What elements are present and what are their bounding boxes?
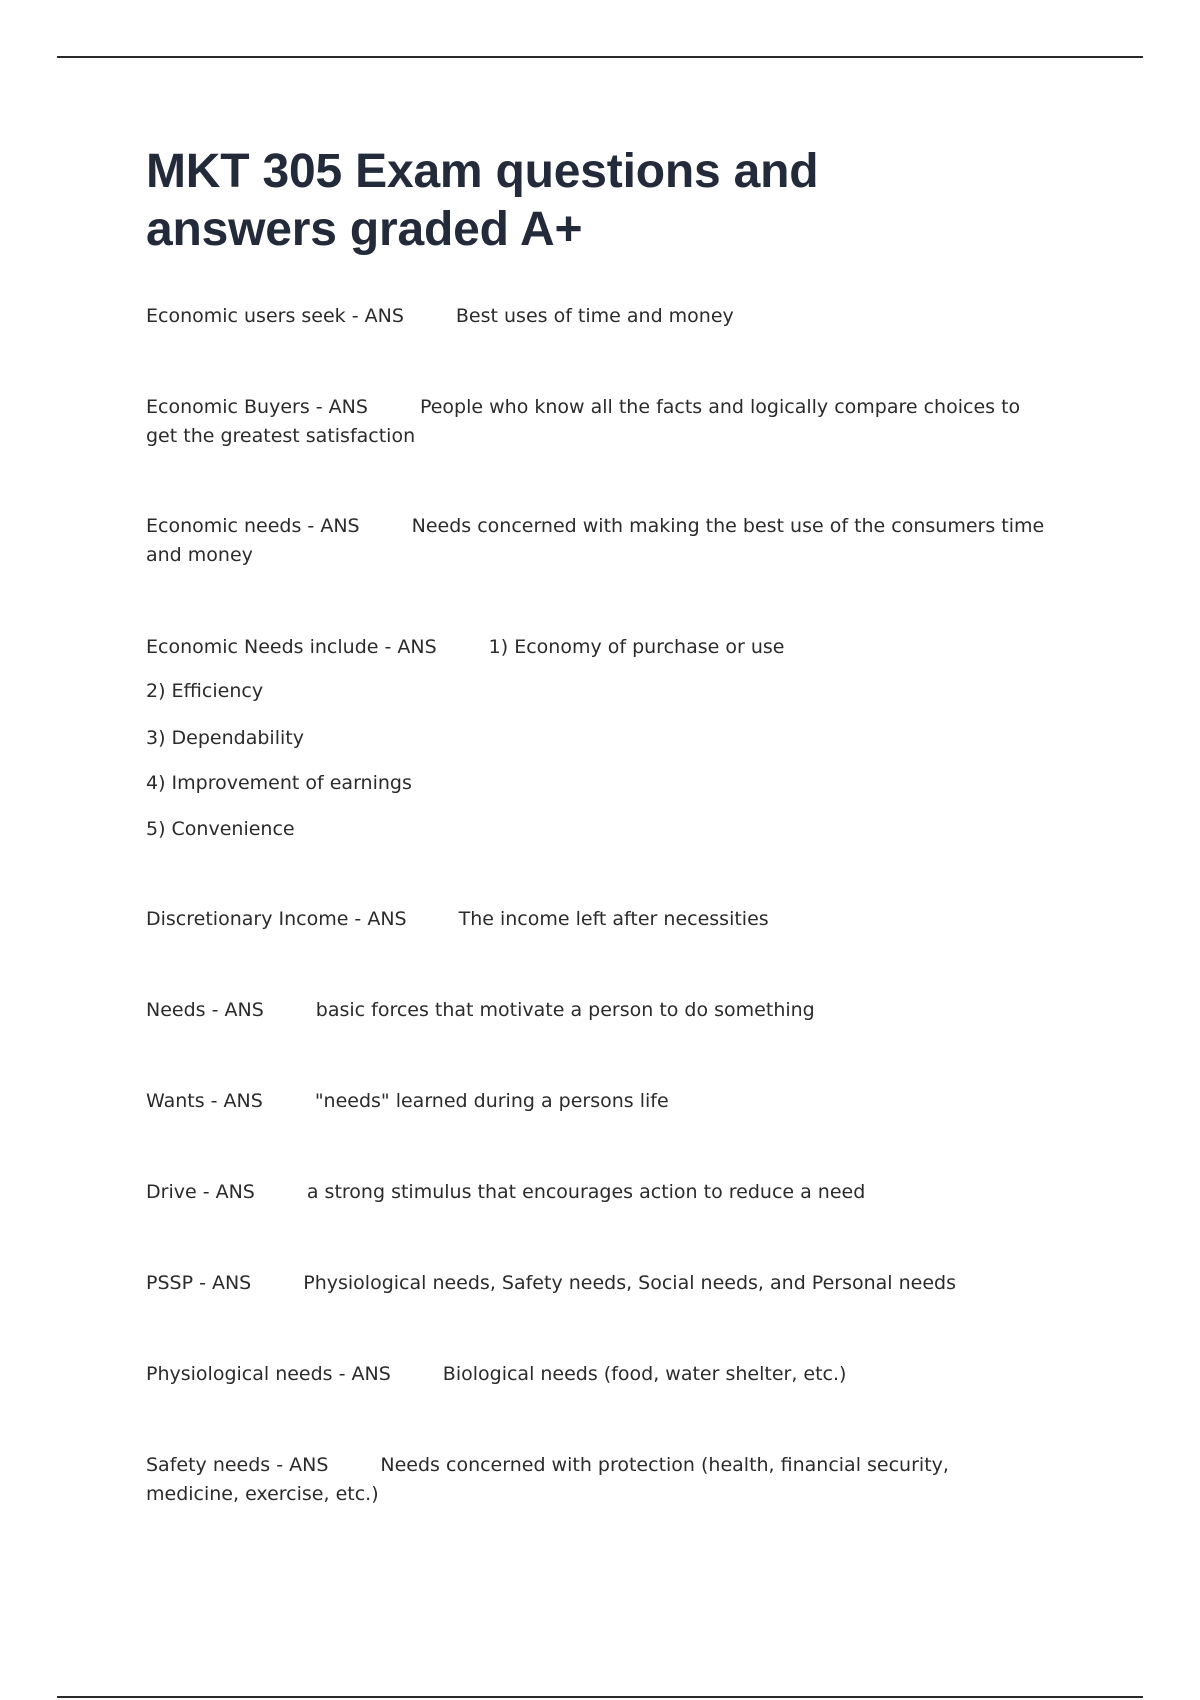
entry-answer: The income left after necessities bbox=[458, 908, 769, 930]
top-rule bbox=[57, 56, 1143, 58]
entry-answer: Physiological needs, Safety needs, Social needs, and Personal needs bbox=[303, 1272, 956, 1294]
qa-entry bbox=[146, 1360, 1046, 1389]
entry-term: Physiological needs - ANS bbox=[146, 1363, 391, 1385]
qa-entry bbox=[146, 996, 1046, 1025]
qa-entry bbox=[146, 1451, 1046, 1509]
qa-entry bbox=[146, 302, 1046, 331]
entry-answer: Biological needs (food, water shelter, etc.) bbox=[442, 1363, 847, 1385]
entry-answer: People who know all the facts and logically compare choices to get the greatest satisfaction bbox=[146, 396, 1021, 447]
entry-term: Safety needs - ANS bbox=[146, 1454, 329, 1476]
entry-answer: a strong stimulus that encourages action to reduce a need bbox=[306, 1181, 866, 1203]
qa-entry bbox=[146, 1269, 1046, 1298]
qa-entry bbox=[146, 905, 1046, 934]
page-title: MKT 305 Exam questions and answers graded A+ bbox=[146, 145, 819, 256]
entry-answer: Best uses of time and money bbox=[455, 305, 734, 327]
entry-term: Economic Needs include - ANS bbox=[146, 636, 437, 658]
entry-term: Needs - ANS bbox=[146, 999, 264, 1021]
entry-answer: Needs concerned with making the best use of the consumers time and money bbox=[146, 515, 1045, 566]
entry-answer: Needs concerned with protection (health, financial security, medicine, exercise, etc.) bbox=[146, 1454, 949, 1505]
qa-entry bbox=[146, 633, 1046, 662]
entry-term: Discretionary Income - ANS bbox=[146, 908, 407, 930]
entry-term: Drive - ANS bbox=[146, 1181, 255, 1203]
qa-entry bbox=[146, 393, 1046, 451]
bottom-rule bbox=[57, 1696, 1143, 1698]
list-item: 3) Dependability bbox=[146, 727, 304, 749]
list-item: 4) Improvement of earnings bbox=[146, 772, 412, 794]
entry-term: Economic Buyers - ANS bbox=[146, 396, 368, 418]
list-item: 5) Convenience bbox=[146, 818, 295, 840]
qa-entry bbox=[146, 1087, 1046, 1116]
entry-term: Economic needs - ANS bbox=[146, 515, 360, 537]
qa-entry bbox=[146, 1178, 1046, 1207]
qa-entry bbox=[146, 512, 1046, 570]
list-item: 2) Efficiency bbox=[146, 680, 264, 702]
entry-answer: basic forces that motivate a person to do something bbox=[315, 999, 815, 1021]
entry-term: PSSP - ANS bbox=[146, 1272, 252, 1294]
entry-answer: 1) Economy of purchase or use bbox=[488, 636, 785, 658]
entry-answer: "needs" learned during a persons life bbox=[314, 1090, 669, 1112]
entry-term: Wants - ANS bbox=[146, 1090, 263, 1112]
entry-term: Economic users seek - ANS bbox=[146, 305, 404, 327]
